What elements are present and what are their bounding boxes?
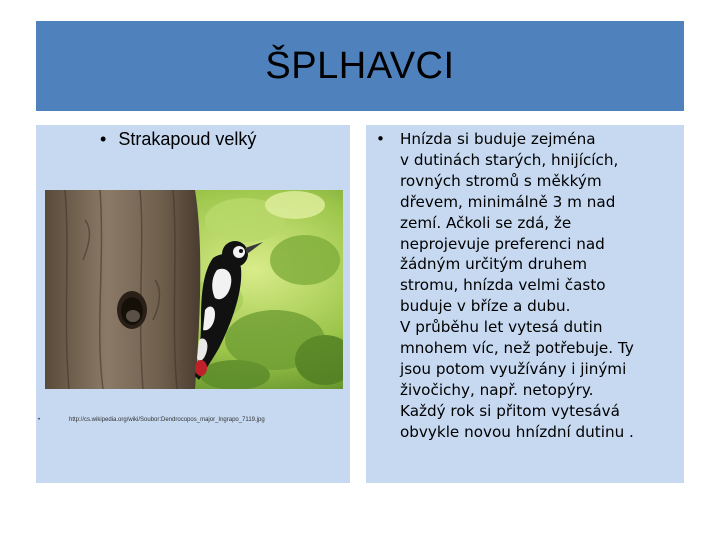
left-content-panel (36, 125, 350, 483)
left-heading (100, 129, 256, 150)
left-heading-text: Strakapoud velký (118, 129, 257, 149)
bullet-icon: • (376, 130, 385, 148)
caption-bullet-icon: • (38, 417, 41, 423)
title-bar (36, 21, 684, 111)
woodpecker-photo (45, 190, 343, 389)
description-text: Hnízda si buduje zejména v dutinách starých, hnijících, rovných stromů s měkkým dřevem, minimálně 3 m nad zemí. Ačkoli se zdá, že neprojevuje preferenci nad žádným určitým druhem stromu, hnízda velmi často buduje v bříze a dubu. V průběhu let vytesá dutin mnohem víc, než potřebuje. Ty jsou potom využívány i jinými živočichy, např. netopýry. Každý rok si přitom vytesává obvykle novou hnízdní dutinu . (400, 130, 634, 441)
right-content-panel (366, 125, 684, 483)
slide-title: ŠPLHAVCI (265, 44, 455, 87)
image-caption (36, 417, 350, 429)
bullet-icon: • (100, 129, 107, 149)
image-source-link[interactable]: http://cs.wikipedia.org/wiki/Soubor:Dendrocopos_major_Ingrapo_7119.jpg (69, 417, 265, 423)
